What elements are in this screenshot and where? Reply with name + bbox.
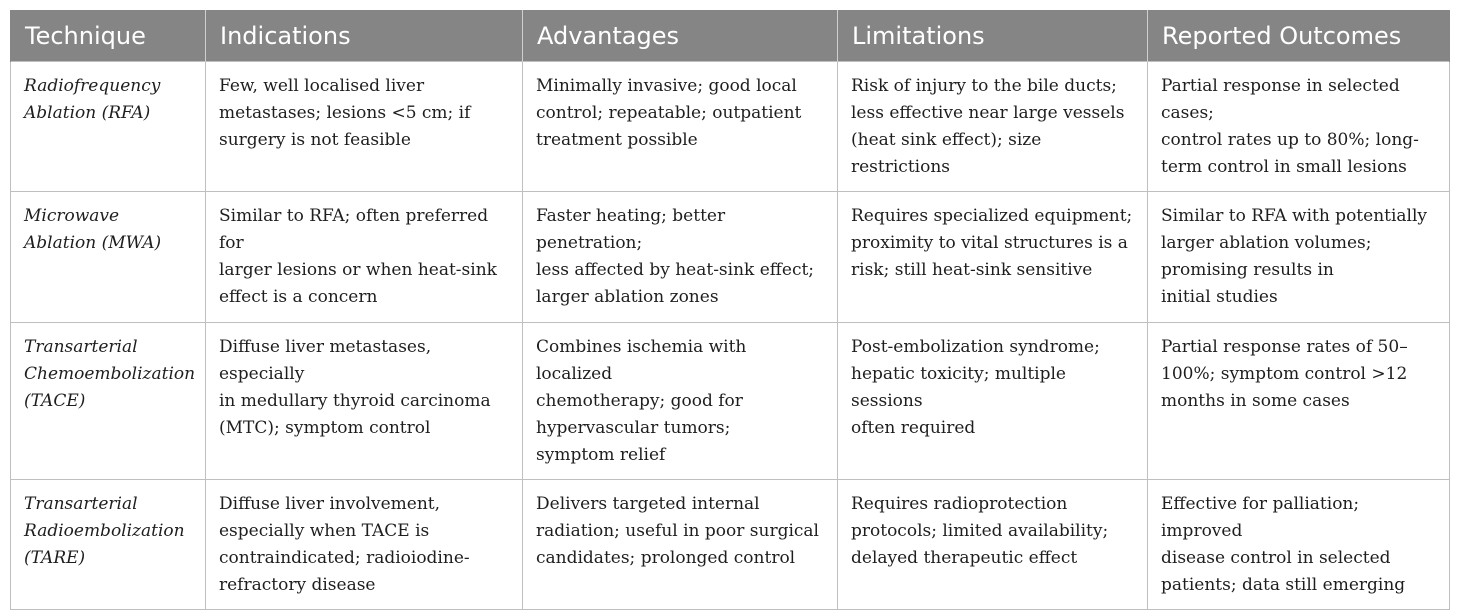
cell-text-line: 100%; symptom control >12 (1161, 364, 1408, 384)
cell-text-line: Risk of injury to the bile ducts; (851, 76, 1117, 96)
cell-text-line: risk; still heat-sink sensitive (851, 260, 1093, 280)
cell-text-line: disease control in selected (1161, 548, 1391, 568)
cell-text-line: Delivers targeted internal (536, 494, 760, 514)
cell-text-line: effect is a concern (219, 287, 378, 307)
cell-text-line: Few, well localised liver (219, 76, 425, 96)
cell-text-line: promising results in (1161, 260, 1334, 280)
cell-advantages (523, 480, 838, 610)
header-row (11, 10, 1450, 62)
cell-outcomes (1148, 62, 1450, 192)
cell-text-line: Similar to RFA; often preferred for (219, 206, 489, 253)
table-header (11, 10, 1450, 62)
comparison-table-container (10, 10, 1449, 610)
cell-text-line: Minimally invasive; good local (536, 76, 797, 96)
cell-outcomes (1148, 192, 1450, 323)
cell-text-line: Requires specialized equipment; (851, 206, 1133, 226)
cell-text-line: patients; data still emerging (1161, 575, 1406, 595)
cell-text-line: term control in small lesions (1161, 157, 1407, 177)
cell-text-line: treatment possible (536, 130, 698, 150)
cell-outcomes (1148, 480, 1450, 610)
cell-text-line: Transarterial (24, 337, 138, 357)
cell-text-line: Radiofrequency (24, 76, 161, 96)
cell-text-line: Post-embolization syndrome; (851, 337, 1100, 357)
cell-indications (206, 480, 523, 610)
cell-limitations (838, 192, 1148, 323)
cell-text-line: Diffuse liver metastases, especially (219, 337, 432, 384)
cell-text-line: initial studies (1161, 287, 1278, 307)
cell-text-line: (MTC); symptom control (219, 418, 431, 438)
cell-text-line: especially when TACE is (219, 521, 430, 541)
cell-text-line: Effective for palliation; improved (1161, 494, 1360, 541)
cell-technique (11, 62, 206, 192)
cell-text-line: refractory disease (219, 575, 376, 595)
header-advantages: Advantages (523, 10, 838, 62)
cell-text-line: Combines ischemia with localized (536, 337, 747, 384)
cell-text-line: Radioembolization (24, 521, 185, 541)
cell-text-line: contraindicated; radioiodine- (219, 548, 470, 568)
header-indications: Indications (206, 10, 523, 62)
cell-text-line: control rates up to 80%; long- (1161, 130, 1419, 150)
cell-text-line: less affected by heat-sink effect; (536, 260, 815, 280)
cell-text-line: Diffuse liver involvement, (219, 494, 441, 514)
cell-text-line: Faster heating; better penetration; (536, 206, 726, 253)
cell-indications (206, 323, 523, 480)
cell-text-line: candidates; prolonged control (536, 548, 796, 568)
cell-limitations (838, 62, 1148, 192)
cell-text-line: often required (851, 418, 976, 438)
table-row (11, 480, 1450, 610)
cell-text-line: in medullary thyroid carcinoma (219, 391, 491, 411)
table-body (11, 62, 1450, 610)
cell-technique (11, 192, 206, 323)
header-limitations: Limitations (838, 10, 1148, 62)
cell-text-line: delayed therapeutic effect (851, 548, 1078, 568)
cell-text-line: (TACE) (24, 391, 86, 411)
cell-text-line: protocols; limited availability; (851, 521, 1109, 541)
cell-text-line: Requires radioprotection (851, 494, 1068, 514)
cell-text-line: larger lesions or when heat-sink (219, 260, 497, 280)
header-technique: Technique (11, 10, 206, 62)
cell-technique (11, 480, 206, 610)
cell-text-line: hepatic toxicity; multiple sessions (851, 364, 1066, 411)
cell-text-line: Transarterial (24, 494, 138, 514)
cell-text-line: (TARE) (24, 548, 86, 568)
cell-text-line: less effective near large vessels (851, 103, 1125, 123)
comparison-table (10, 10, 1450, 610)
cell-text-line: surgery is not feasible (219, 130, 411, 150)
cell-limitations (838, 480, 1148, 610)
cell-indications (206, 62, 523, 192)
table-row (11, 192, 1450, 323)
cell-text-line: proximity to vital structures is a (851, 233, 1128, 253)
cell-limitations (838, 323, 1148, 480)
cell-advantages (523, 192, 838, 323)
cell-text-line: larger ablation volumes; (1161, 233, 1372, 253)
cell-indications (206, 192, 523, 323)
cell-text-line: larger ablation zones (536, 287, 719, 307)
cell-advantages (523, 62, 838, 192)
table-row (11, 323, 1450, 480)
cell-technique (11, 323, 206, 480)
cell-text-line: Microwave (24, 206, 120, 226)
cell-advantages (523, 323, 838, 480)
cell-text-line: Ablation (RFA) (24, 103, 151, 123)
cell-text-line: Chemoembolization (24, 364, 196, 384)
cell-text-line: control; repeatable; outpatient (536, 103, 802, 123)
cell-text-line: metastases; lesions <5 cm; if (219, 103, 471, 123)
table-row (11, 62, 1450, 192)
cell-text-line: chemotherapy; good for (536, 391, 743, 411)
cell-text-line: Partial response rates of 50– (1161, 337, 1408, 357)
cell-text-line: radiation; useful in poor surgical (536, 521, 819, 541)
cell-text-line: (heat sink effect); size restrictions (851, 130, 1042, 177)
cell-text-line: months in some cases (1161, 391, 1350, 411)
cell-outcomes (1148, 323, 1450, 480)
cell-text-line: Partial response in selected cases; (1161, 76, 1400, 123)
cell-text-line: Ablation (MWA) (24, 233, 162, 253)
cell-text-line: Similar to RFA with potentially (1161, 206, 1428, 226)
cell-text-line: symptom relief (536, 445, 666, 465)
cell-text-line: hypervascular tumors; (536, 418, 731, 438)
header-reported-outcomes: Reported Outcomes (1148, 10, 1450, 62)
